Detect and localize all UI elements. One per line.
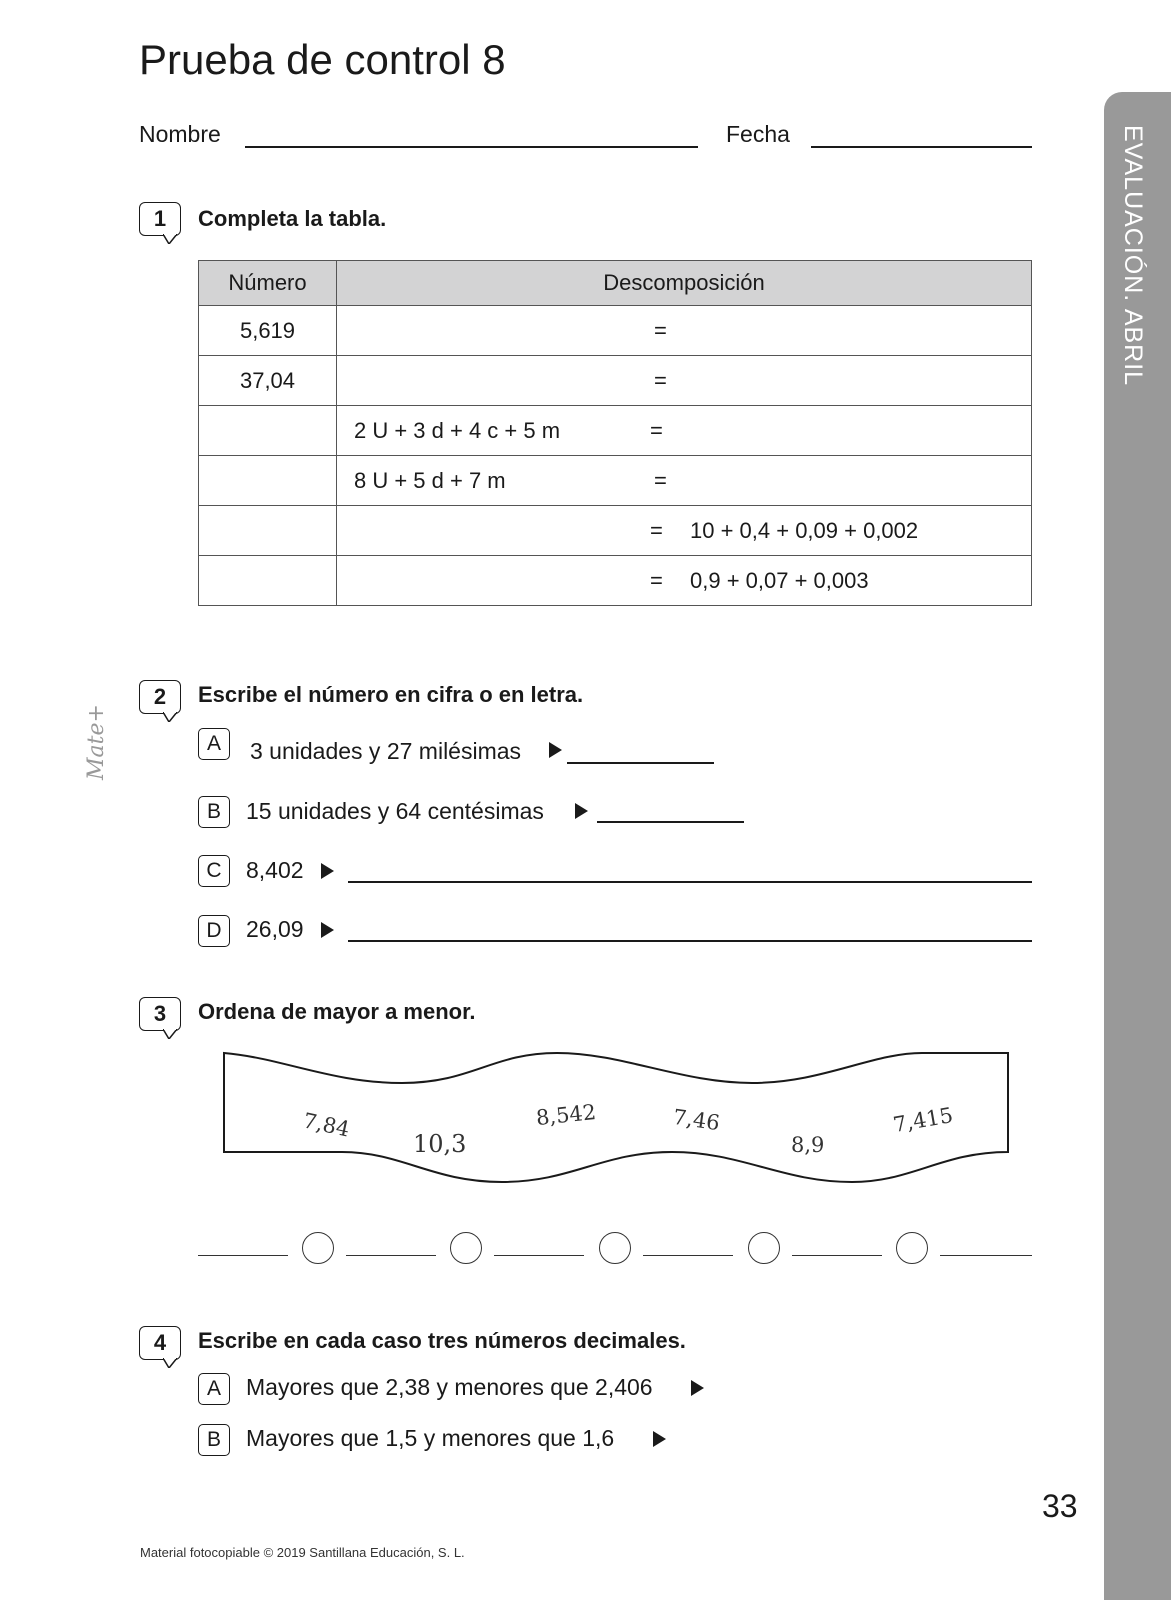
equals-sign: =	[654, 317, 667, 343]
name-label: Nombre	[139, 121, 221, 147]
numero-cell[interactable]	[199, 406, 337, 456]
badge-tail	[163, 234, 177, 244]
answer-line[interactable]	[198, 1255, 288, 1256]
answer-line[interactable]	[940, 1255, 1032, 1256]
column-header-descomposicion: Descomposición	[337, 261, 1032, 306]
item-letter-b: B	[198, 1424, 230, 1456]
arrow-right-icon	[653, 1431, 666, 1447]
side-tab-label: EVALUACIÓN. ABRIL	[1119, 125, 1147, 387]
item-text: 8,402	[246, 857, 304, 883]
copyright-footer: Material fotocopiable © 2019 Santillana Educación, S. L.	[140, 1545, 465, 1560]
descomposicion-cell[interactable]	[337, 306, 1032, 356]
question-number-badge: 4	[139, 1326, 181, 1360]
arrow-right-icon	[575, 803, 588, 819]
date-label: Fecha	[726, 121, 790, 147]
equals-sign: =	[650, 417, 663, 443]
badge-tail	[163, 1029, 177, 1039]
item-text: 15 unidades y 64 centésimas	[246, 798, 544, 824]
question-number-badge: 1	[139, 202, 181, 236]
question-instruction: Escribe en cada caso tres números decimales.	[198, 1328, 686, 1353]
descomposicion-cell[interactable]	[337, 406, 1032, 456]
equals-sign: =	[650, 517, 663, 543]
answer-line[interactable]	[346, 1255, 436, 1256]
equals-sign: =	[654, 467, 667, 493]
comparison-circle[interactable]	[896, 1232, 928, 1264]
comparison-circle[interactable]	[599, 1232, 631, 1264]
table-row	[199, 506, 1032, 556]
date-field[interactable]	[811, 146, 1032, 148]
descomposicion-cell[interactable]	[337, 506, 1032, 556]
decomposition-left: 2 U + 3 d + 4 c + 5 m	[354, 417, 561, 443]
decimal-value: 7,84	[301, 1108, 352, 1142]
decomposition-left: 8 U + 5 d + 7 m	[354, 467, 506, 493]
decomposition-right: 0,9 + 0,07 + 0,003	[690, 567, 869, 593]
decimal-value: 7,415	[891, 1102, 955, 1138]
question-instruction: Escribe el número en cifra o en letra.	[198, 682, 584, 707]
answer-line[interactable]	[567, 762, 714, 764]
question-number-badge: 2	[139, 680, 181, 714]
table-row	[199, 306, 1032, 356]
table-row	[199, 356, 1032, 406]
item-text: 3 unidades y 27 milésimas	[250, 738, 522, 764]
answer-line[interactable]	[643, 1255, 733, 1256]
answer-line[interactable]	[348, 881, 1032, 883]
answer-line[interactable]	[348, 940, 1032, 942]
answer-line[interactable]	[494, 1255, 584, 1256]
question-instruction: Completa la tabla.	[198, 206, 387, 231]
numero-cell[interactable]	[199, 556, 337, 606]
decomposition-table	[198, 260, 1032, 606]
comparison-circle[interactable]	[302, 1232, 334, 1264]
decimal-value: 8,542	[534, 1099, 598, 1131]
numero-cell[interactable]	[199, 456, 337, 506]
decimal-value: 7,46	[671, 1104, 722, 1136]
equals-sign: =	[654, 367, 667, 393]
table-row	[199, 556, 1032, 606]
decomposition-right: 10 + 0,4 + 0,09 + 0,002	[690, 517, 919, 543]
decimal-value: 10,3	[413, 1130, 467, 1158]
page-title: Prueba de control 8	[139, 36, 506, 83]
arrow-right-icon	[321, 863, 334, 879]
arrow-right-icon	[691, 1380, 704, 1396]
question-instruction: Ordena de mayor a menor.	[198, 999, 476, 1024]
column-header-numero: Número	[199, 261, 337, 306]
name-field[interactable]	[245, 146, 698, 148]
badge-tail	[163, 1358, 177, 1368]
brand-logo: Mate+	[84, 704, 109, 780]
comparison-circle[interactable]	[450, 1232, 482, 1264]
item-text: Mayores que 2,38 y menores que 2,406	[246, 1374, 653, 1400]
table-row	[199, 456, 1032, 506]
item-text: Mayores que 1,5 y menores que 1,6	[246, 1425, 615, 1451]
item-letter-d: D	[198, 915, 230, 947]
page-number: 33	[1042, 1488, 1078, 1524]
descomposicion-cell[interactable]	[337, 556, 1032, 606]
decimal-value: 8,9	[791, 1133, 825, 1157]
descomposicion-cell[interactable]	[337, 356, 1032, 406]
numero-cell[interactable]: 37,04	[199, 356, 337, 406]
badge-tail	[163, 712, 177, 722]
table-row	[199, 406, 1032, 456]
numero-cell[interactable]: 5,619	[199, 306, 337, 356]
descomposicion-cell[interactable]	[337, 456, 1032, 506]
item-letter-a: A	[198, 1373, 230, 1405]
item-letter-a: A	[198, 728, 230, 760]
equals-sign: =	[650, 567, 663, 593]
item-text: 26,09	[246, 916, 304, 942]
item-letter-c: C	[198, 855, 230, 887]
comparison-circle[interactable]	[748, 1232, 780, 1264]
arrow-right-icon	[549, 742, 562, 758]
item-letter-b: B	[198, 796, 230, 828]
answer-line[interactable]	[597, 821, 744, 823]
question-number-badge: 3	[139, 997, 181, 1031]
answer-line[interactable]	[792, 1255, 882, 1256]
arrow-right-icon	[321, 922, 334, 938]
numero-cell[interactable]	[199, 506, 337, 556]
